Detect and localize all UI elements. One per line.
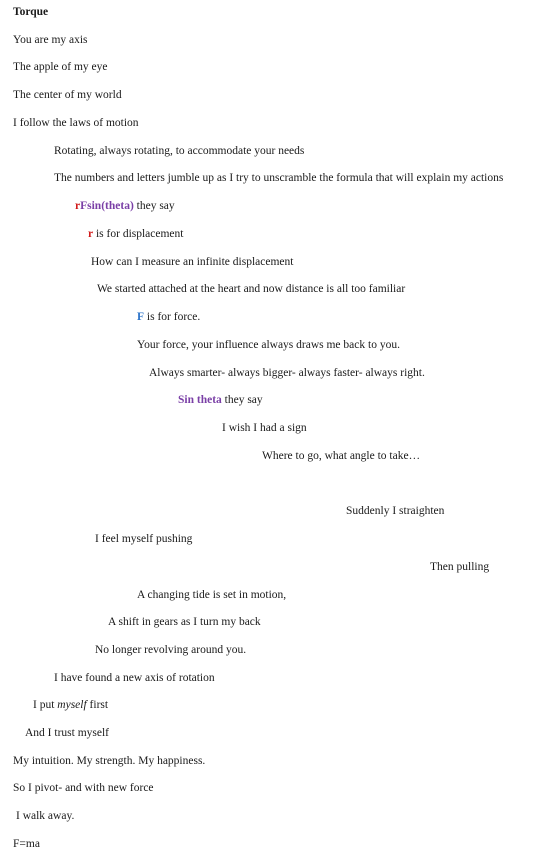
poem-line-9: Your force, your influence always draws me back to you.	[137, 339, 400, 351]
myself-post: first	[86, 699, 109, 711]
poem-line-10: Always smarter- always bigger- always faster- always right.	[149, 367, 425, 379]
poem-line-22: So I pivot- and with new force	[13, 782, 154, 794]
myself-emphasis: myself	[57, 699, 87, 711]
poem-line-21: My intuition. My strength. My happiness.	[13, 755, 206, 767]
poem-line-18: No longer revolving around you.	[95, 644, 247, 656]
poem-line-14: I feel myself pushing	[95, 533, 193, 545]
poem-line-8: We started attached at the heart and now distance is all too familiar	[97, 283, 406, 295]
poem-title: Torque	[13, 6, 49, 18]
formula-fsin: Fsin(theta)	[80, 200, 134, 212]
r-symbol: r	[88, 228, 94, 240]
poem-line-20: And I trust myself	[25, 727, 110, 739]
r-line-rest: is for displacement	[93, 228, 184, 240]
r-line	[88, 227, 184, 241]
sin-theta: Sin theta	[178, 394, 222, 406]
poem-line-5: Rotating, always rotating, to accommodate your needs	[54, 145, 305, 157]
poem-line-11: I wish I had a sign	[222, 422, 307, 434]
poem-line-6: The numbers and letters jumble up as I try to unscramble the formula that will explain my actions	[54, 172, 504, 184]
f-line	[137, 310, 200, 324]
sin-line-rest: they say	[221, 394, 263, 406]
poem-line-23: I walk away.	[16, 810, 75, 822]
poem-line-12: Where to go, what angle to take…	[262, 450, 421, 462]
how-line: How can I measure an infinite displacement	[91, 256, 294, 268]
poem-line-3: The center of my world	[13, 89, 122, 101]
poem-line-16: A changing tide is set in motion,	[137, 589, 287, 601]
poem-line-4: I follow the laws of motion	[13, 117, 139, 129]
poem-line-1: You are my axis	[13, 34, 88, 46]
f-symbol: F	[137, 311, 145, 323]
formula-r: r	[75, 200, 81, 212]
formula-rest: they say	[133, 200, 175, 212]
poem-line-2: The apple of my eye	[13, 61, 108, 73]
poem-line-13: Suddenly I straighten	[346, 505, 445, 517]
myself-line	[33, 698, 108, 712]
poem-line-19: I have found a new axis of rotation	[54, 672, 215, 684]
poem-line-15: Then pulling	[430, 561, 490, 573]
sin-line	[178, 393, 263, 407]
myself-pre: I put	[33, 699, 58, 711]
f-line-rest: is for force.	[144, 311, 201, 323]
poem-line-24: F=ma	[13, 838, 40, 850]
formula-line	[75, 199, 175, 213]
poem-line-17: A shift in gears as I turn my back	[108, 616, 261, 628]
